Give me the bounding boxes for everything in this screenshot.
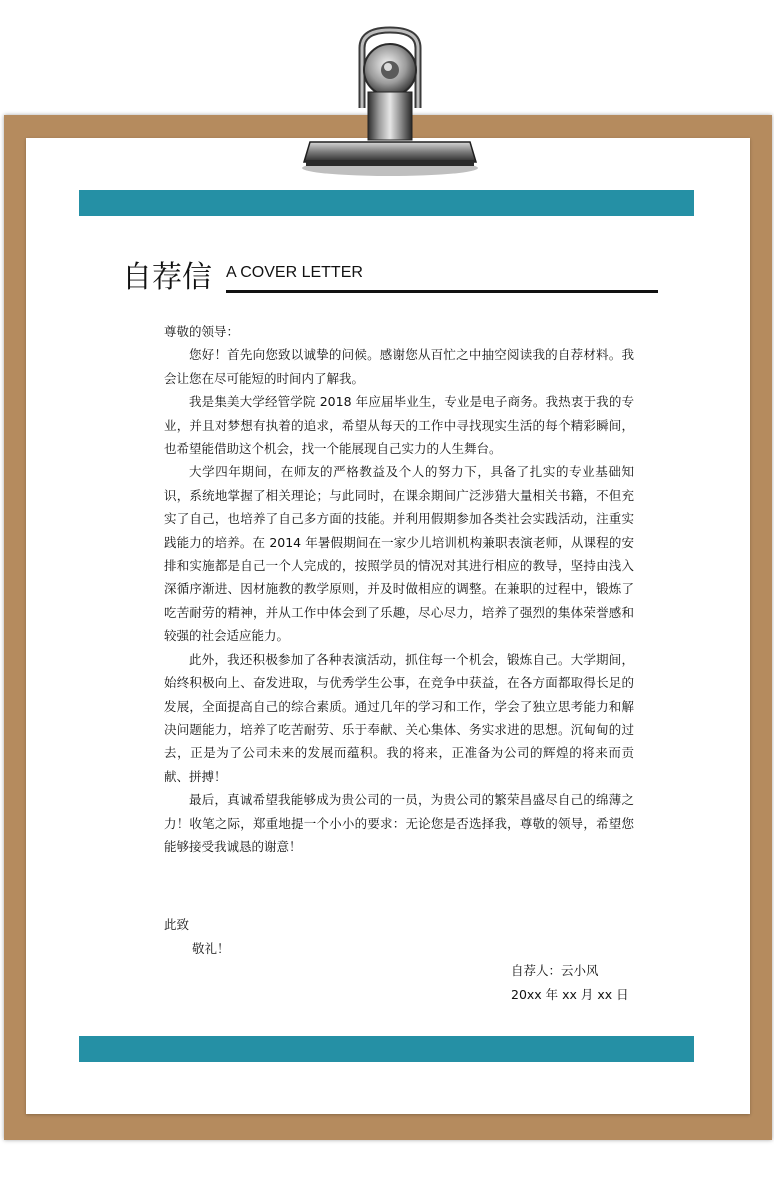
letter-signature-block	[511, 959, 629, 1007]
page-title: 自荐信	[122, 260, 212, 295]
top-accent-band	[79, 190, 694, 216]
signature-date: 20xx 年 xx 月 xx 日	[511, 987, 629, 1002]
letter-paragraph: 我是集美大学经管学院 2018 年应届毕业生，专业是电子商务。我热衷于我的专业，并且对梦想有执着的追求，希望从每天的工作中寻找现实生活的每个精彩瞬间，也希望能借助这个机会，找一个能展现自己实力的人生舞台。	[164, 394, 634, 457]
letter-closing	[164, 913, 230, 961]
letter-paragraph: 您好！首先向您致以诚挚的问候。感谢您从百忙之中抽空阅读我的自荐材料。我会让您在尽可能短的时间内了解我。	[164, 347, 634, 386]
letter-body	[164, 320, 634, 858]
closing-line-2: 敬礼！	[192, 941, 230, 956]
title-underline	[226, 290, 658, 293]
letter-paragraph: 最后，真诚希望我能够成为贵公司的一员，为贵公司的繁荣昌盛尽自己的绵薄之力！收笔之际，郑重地提一个小小的要求：无论您是否选择我，尊敬的领导，希望您能够接受我诚恳的谢意！	[164, 792, 634, 854]
bottom-accent-band	[79, 1036, 694, 1062]
closing-line-1: 此致	[164, 917, 190, 932]
letter-paragraph: 此外，我还积极参加了各种表演活动，抓住每一个机会，锻炼自己。大学期间，始终积极向上、奋发进取，与优秀学生公事，在竞争中获益，在各方面都取得长足的发展，全面提高自己的综合素质。通过几年的学习和工作，学会了独立思考能力和解决问题能力，培养了吃苦耐劳、乐于奉献、关心集体、务实求进的思想。沉甸甸的过去，正是为了公司未来的发展而蕴积。我的将来，正准备为公司的辉煌的将来而贡献、拼搏！	[164, 651, 634, 784]
letter-greeting: 尊敬的领导：	[164, 324, 240, 339]
letter-paragraph: 大学四年期间，在师友的严格教益及个人的努力下，具备了扎实的专业基础知识，系统地掌握了相关理论；与此同时，在课余期间广泛涉猎大量相关书籍，不但充实了自己，也培养了自己多方面的技能。并利用假期参加各类社会实践活动，注重实践能力的培养。在 2014 年暑假期间在一家少儿培训机构兼职表演老师，从课程的安排和实施都是自己一个人完成的，按照学员的情况对其进行相应的教导，坚持由浅入深循序渐进、因材施教的教学原则，并及时做相应的调整。在兼职的过程中，锻炼了吃苦耐劳的精神，并从工作中体会到了乐趣，尽心尽力，培养了强烈的集体荣誉感和较强的社会适应能力。	[164, 464, 634, 644]
signature-name: 自荐人：云小风	[511, 963, 599, 978]
page-subtitle: A COVER LETTER	[226, 264, 363, 281]
